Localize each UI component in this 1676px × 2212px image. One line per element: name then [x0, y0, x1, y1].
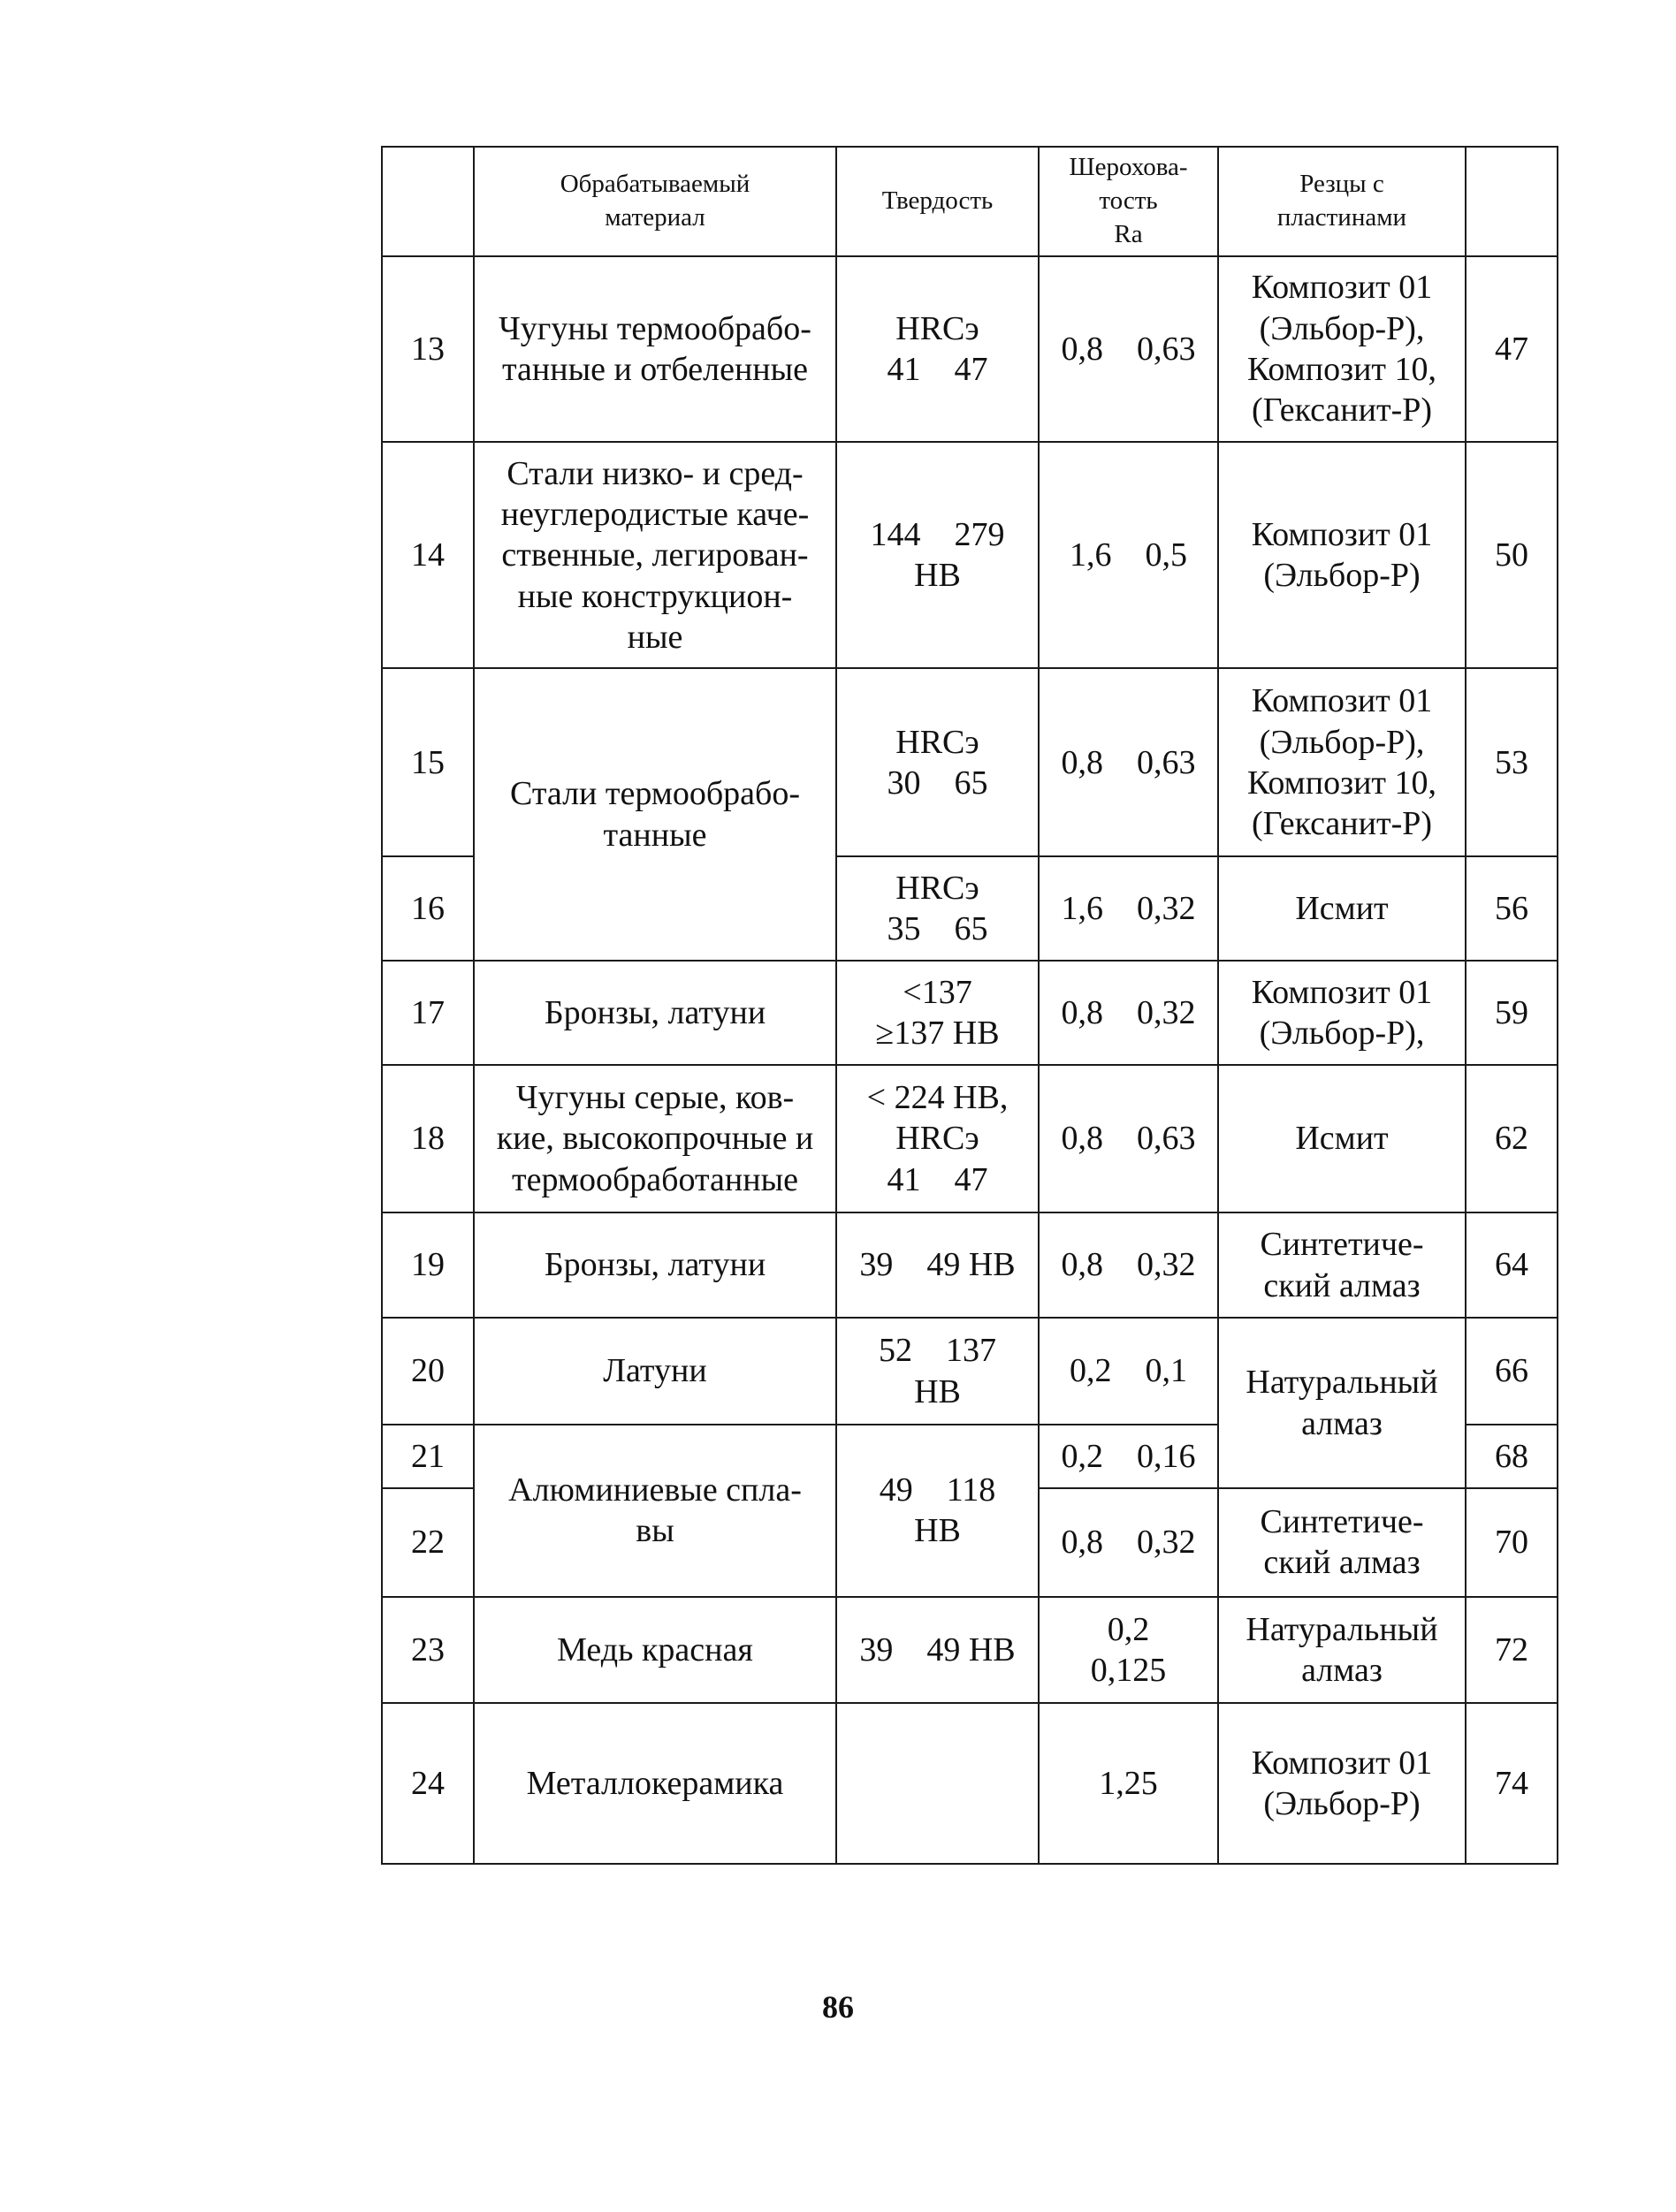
cell-line: танные [603, 816, 707, 854]
cell-line: 144 279 [870, 516, 1005, 554]
row-cutter [1218, 256, 1466, 443]
cell-line: Латуни [603, 1352, 707, 1390]
row-roughness [1039, 256, 1218, 443]
cell-line: Бронзы, латуни [544, 993, 766, 1031]
cell-line: 39 49 НВ [859, 1246, 1016, 1284]
cell-line: 41 47 [887, 350, 988, 388]
row-roughness [1039, 1318, 1218, 1424]
cell-line: 49 118 [879, 1471, 996, 1509]
cell-line: ственные, легирован- [501, 536, 809, 574]
row-num: 18 [382, 1065, 474, 1212]
row-page: 72 [1466, 1597, 1558, 1703]
row-cutter [1218, 1318, 1466, 1488]
row-material [474, 1212, 836, 1318]
row-roughness [1039, 1065, 1218, 1212]
cell-line: танные и отбеленные [501, 350, 809, 388]
cell-line: 0,8 0,63 [1061, 743, 1196, 781]
row-num: 21 [382, 1425, 474, 1488]
cell-line: Бронзы, латуни [544, 1246, 766, 1284]
cell-line: (Эльбор-Р), [1259, 1015, 1425, 1053]
cell-line: 52 137 [879, 1332, 996, 1370]
row-cutter [1218, 1597, 1466, 1703]
cell-line: 0,2 [1107, 1610, 1150, 1648]
cell-line: Обрабатываемый [560, 170, 750, 199]
row-page: 66 [1466, 1318, 1558, 1424]
row-page: 68 [1466, 1425, 1558, 1488]
cell-line: < 224 НВ, [866, 1079, 1009, 1117]
cell-line: Алюминиевые спла- [508, 1471, 802, 1509]
row-roughness [1039, 1212, 1218, 1318]
row-num: 20 [382, 1318, 474, 1424]
row-roughness [1039, 961, 1218, 1065]
row-page: 47 [1466, 256, 1558, 443]
page-number: 86 [822, 1989, 854, 2025]
cell-line: HRCэ [895, 869, 979, 907]
cell-line: 0,8 0,32 [1061, 993, 1196, 1031]
row-hardness [836, 856, 1039, 960]
row-material [474, 1065, 836, 1212]
cell-line: алмаз [1301, 1404, 1383, 1442]
cell-line: неуглеродистые каче- [500, 495, 810, 533]
table-row [382, 1065, 1558, 1212]
cell-line: вы [636, 1512, 674, 1550]
row-cutter [1218, 1703, 1466, 1864]
header-roughness [1039, 147, 1218, 256]
cell-line: Композит 01 [1251, 516, 1433, 554]
header-material [474, 147, 836, 256]
cell-line: Шерохова- [1069, 153, 1188, 182]
cell-line: 0,8 0,32 [1061, 1524, 1196, 1562]
cell-line: 0,8 0,63 [1061, 1120, 1196, 1158]
row-material [474, 256, 836, 443]
cell-line: термообработанные [512, 1160, 798, 1198]
row-page: 74 [1466, 1703, 1558, 1864]
table-row [382, 256, 1558, 443]
table-row [382, 1212, 1558, 1318]
row-cutter [1218, 1212, 1466, 1318]
cell-line: материал [605, 202, 705, 232]
row-cutter [1218, 856, 1466, 960]
row-material [474, 668, 836, 960]
cell-line: 0,2 0,16 [1061, 1437, 1196, 1475]
cell-line: Натуральный [1246, 1364, 1438, 1402]
row-cutter [1218, 442, 1466, 668]
cell-line: (Эльбор-Р) [1263, 1785, 1421, 1823]
cell-line: 0,8 0,63 [1061, 330, 1196, 368]
row-page: 59 [1466, 961, 1558, 1065]
row-roughness [1039, 442, 1218, 668]
row-cutter [1218, 1065, 1466, 1212]
header-hardness: Твердость [836, 147, 1039, 256]
table-row [382, 668, 1558, 856]
cell-line: Натуральный [1246, 1610, 1438, 1648]
cell-line: тость [1099, 186, 1158, 215]
cell-line: ский алмаз [1263, 1266, 1421, 1304]
table-header-row [382, 147, 1558, 256]
table-row [382, 1597, 1558, 1703]
cell-line: Исмит [1295, 889, 1389, 927]
cell-line: HRCэ [895, 723, 979, 761]
row-roughness [1039, 1488, 1218, 1597]
row-roughness [1039, 856, 1218, 960]
cell-line: 41 47 [887, 1160, 988, 1198]
cell-line: (Эльбор-Р), [1259, 309, 1425, 347]
row-material [474, 1597, 836, 1703]
row-num: 19 [382, 1212, 474, 1318]
row-hardness [836, 1425, 1039, 1597]
row-hardness [836, 961, 1039, 1065]
cell-line: Композит 01 [1251, 1744, 1433, 1782]
row-roughness [1039, 1425, 1218, 1488]
cell-line: Синтетиче- [1260, 1503, 1424, 1541]
row-page: 64 [1466, 1212, 1558, 1318]
cell-line: 30 65 [887, 764, 988, 802]
row-hardness [836, 1318, 1039, 1424]
row-num: 13 [382, 256, 474, 443]
row-page: 56 [1466, 856, 1558, 960]
row-num: 24 [382, 1703, 474, 1864]
cell-line: Чугуны термообрабо- [499, 309, 811, 347]
cell-line: Композит 10, [1246, 350, 1437, 388]
cell-line: НВ [914, 557, 961, 595]
cell-line: Стали термообрабо- [509, 775, 801, 813]
row-roughness [1039, 668, 1218, 856]
header-page [1466, 147, 1558, 256]
row-page: 62 [1466, 1065, 1558, 1212]
cell-line: 35 65 [887, 910, 988, 948]
row-page: 70 [1466, 1488, 1558, 1597]
cell-line: ский алмаз [1263, 1544, 1421, 1582]
table-row [382, 442, 1558, 668]
row-material [474, 1425, 836, 1597]
cell-line: Резцы с [1299, 170, 1384, 199]
cell-line: Исмит [1295, 1120, 1389, 1158]
row-material [474, 961, 836, 1065]
cell-line: Композит 01 [1251, 269, 1433, 307]
row-hardness [836, 442, 1039, 668]
row-hardness [836, 1065, 1039, 1212]
cell-line: Медь красная [557, 1630, 753, 1669]
cell-line: 0,125 [1090, 1651, 1167, 1689]
row-num: 23 [382, 1597, 474, 1703]
cell-line: Композит 10, [1246, 764, 1437, 802]
cell-line: <137 [903, 973, 972, 1011]
row-num: 16 [382, 856, 474, 960]
cell-line: HRCэ [895, 1120, 979, 1158]
cell-line: 39 49 НВ [859, 1630, 1016, 1669]
cell-line: 1,6 0,32 [1061, 889, 1196, 927]
row-num: 22 [382, 1488, 474, 1597]
row-hardness [836, 1212, 1039, 1318]
row-hardness [836, 1597, 1039, 1703]
cell-line: Ra [1114, 219, 1143, 248]
cell-line: (Эльбор-Р), [1259, 723, 1425, 761]
cell-line: Синтетиче- [1260, 1226, 1424, 1264]
row-roughness [1039, 1703, 1218, 1864]
cell-line: НВ [914, 1512, 961, 1550]
cell-line: Стали низко- и сред- [507, 454, 804, 492]
row-hardness [836, 256, 1039, 443]
cell-line: Чугуны серые, ков- [515, 1079, 795, 1117]
cell-line: ≥137 НВ [875, 1015, 1000, 1053]
cell-line: кие, высокопрочные и [496, 1120, 814, 1158]
cell-line: НВ [914, 1372, 961, 1410]
cell-line: (Гексанит-Р) [1251, 805, 1433, 843]
cell-line: 0,2 0,1 [1070, 1352, 1187, 1390]
row-hardness [836, 668, 1039, 856]
row-material [474, 1318, 836, 1424]
cell-line: HRCэ [895, 309, 979, 347]
row-cutter [1218, 961, 1466, 1065]
row-page: 53 [1466, 668, 1558, 856]
row-material [474, 442, 836, 668]
data-table [381, 146, 1558, 1865]
row-cutter [1218, 1488, 1466, 1597]
row-hardness [836, 1703, 1039, 1864]
cell-line: 0,8 0,32 [1061, 1246, 1196, 1284]
row-num: 17 [382, 961, 474, 1065]
header-cutters [1218, 147, 1466, 256]
table-row [382, 1703, 1558, 1864]
cell-line: пластинами [1276, 202, 1407, 232]
table-row [382, 961, 1558, 1065]
cell-line: (Гексанит-Р) [1251, 391, 1433, 429]
row-cutter [1218, 668, 1466, 856]
cell-line: 1,25 [1099, 1764, 1158, 1802]
row-material [474, 1703, 836, 1864]
row-num: 14 [382, 442, 474, 668]
row-roughness [1039, 1597, 1218, 1703]
row-num: 15 [382, 668, 474, 856]
cell-line: ные конструкцион- [517, 577, 793, 615]
cell-line: ные [627, 618, 683, 656]
cell-line: Металлокерамика [526, 1764, 784, 1802]
table-row [382, 1318, 1558, 1424]
cell-line: Композит 01 [1251, 682, 1433, 720]
cell-line: Композит 01 [1251, 973, 1433, 1011]
cell-line: алмаз [1301, 1651, 1383, 1689]
row-page: 50 [1466, 442, 1558, 668]
header-num [382, 147, 474, 256]
cell-line: 1,6 0,5 [1070, 536, 1187, 574]
cell-line: (Эльбор-Р) [1263, 557, 1421, 595]
